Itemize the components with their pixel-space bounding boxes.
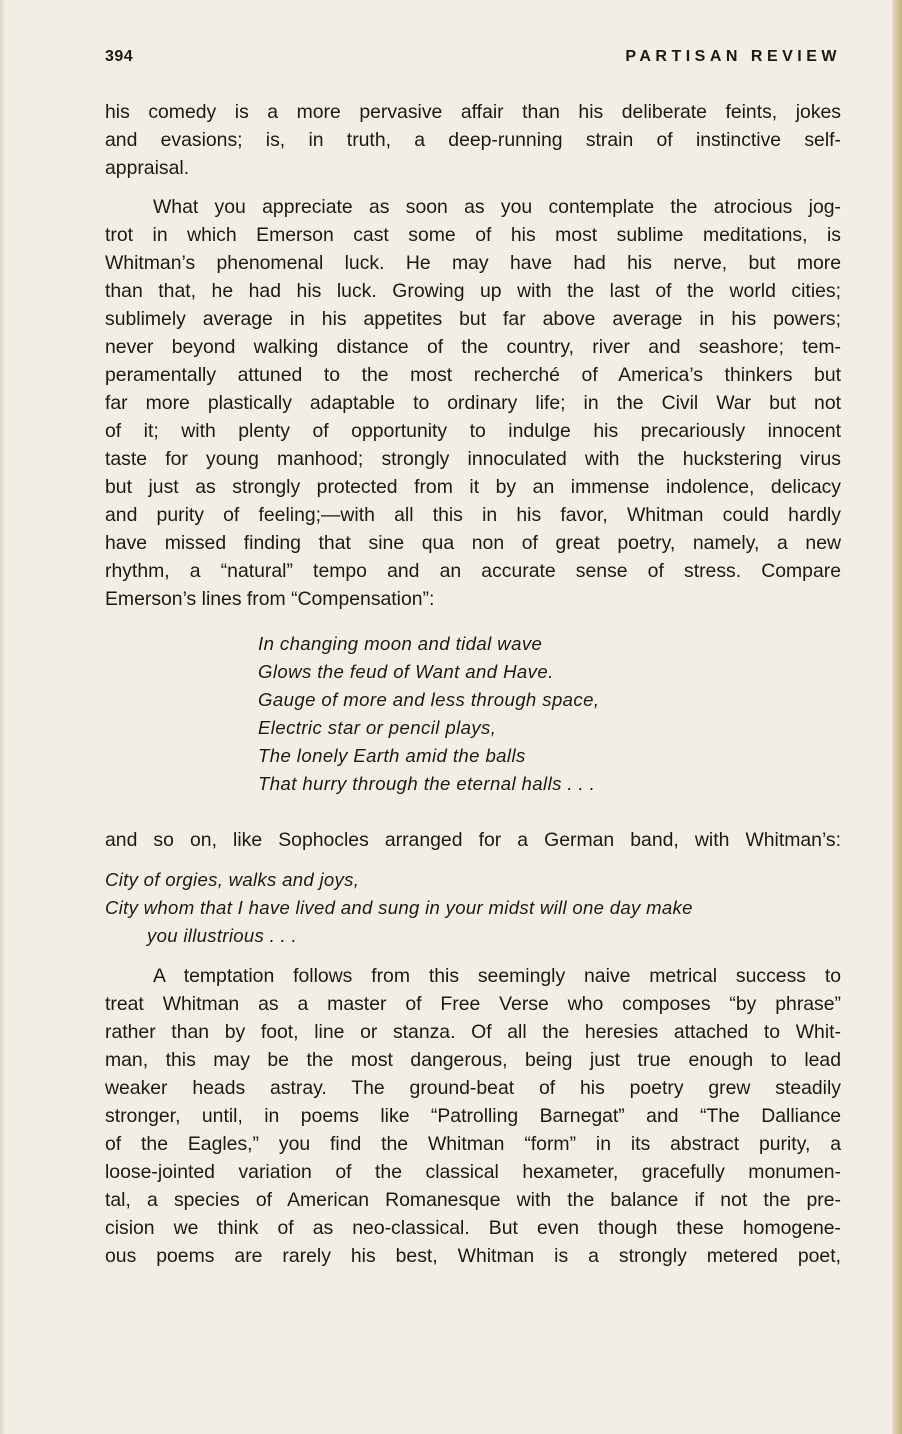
text-line: of it; with plenty of opportunity to indulge his precariously innocent [105, 420, 841, 442]
text-line: peramentally attuned to the most recherché of America’s thinkers but [105, 364, 841, 386]
text-line: appraisal. [105, 157, 190, 179]
text-line: and so on, like Sophocles arranged for a German band, with Whitman’s: [105, 829, 841, 851]
text-line: of the Eagles,” you find the Whitman “form” in its abstract purity, a [105, 1133, 841, 1155]
text-line: his comedy is a more pervasive affair than his deliberate feints, jokes [105, 101, 841, 123]
text-line: weaker heads astray. The ground-beat of his poetry grew steadily [105, 1077, 841, 1099]
page-number: 394 [105, 48, 134, 65]
page-right-edge [892, 0, 902, 1434]
text-line: than that, he had his luck. Growing up with the last of the world cities; [105, 280, 841, 302]
text-line: rather than by foot, line or stanza. Of all the heresies attached to Whit- [105, 1021, 841, 1043]
text-line: and purity of feeling;—with all this in his favor, Whitman could hardly [105, 504, 841, 526]
poem-line: That hurry through the eternal halls . . . [258, 773, 596, 794]
poem-line: you illustrious . . . [147, 925, 297, 946]
text-line: What you appreciate as soon as you contemplate the atrocious jog- [153, 196, 841, 218]
text-line: Emerson’s lines from “Compensation”: [105, 588, 435, 610]
text-line: have missed finding that sine qua non of great poetry, namely, a new [105, 532, 841, 554]
poem-line: In changing moon and tidal wave [258, 633, 543, 654]
page-left-edge [0, 0, 6, 1434]
text-line: never beyond walking distance of the country, river and seashore; tem- [105, 336, 841, 358]
poem-line: Gauge of more and less through space, [258, 689, 600, 710]
poem-line: Electric star or pencil plays, [258, 717, 497, 738]
text-line: man, this may be the most dangerous, being just true enough to lead [105, 1049, 841, 1071]
text-line: rhythm, a “natural” tempo and an accurate sense of stress. Compare [105, 560, 841, 582]
poem-line: City of orgies, walks and joys, [105, 869, 360, 890]
text-line: ous poems are rarely his best, Whitman is a strongly metered poet, [105, 1245, 841, 1267]
text-line: but just as strongly protected from it by an immense indolence, delicacy [105, 476, 841, 498]
text-line: tal, a species of American Romanesque with the balance if not the pre- [105, 1189, 841, 1211]
emerson-poem-quote [258, 630, 818, 798]
text-line: far more plastically adaptable to ordinary life; in the Civil War but not [105, 392, 841, 414]
text-line: stronger, until, in poems like “Patrolling Barnegat” and “The Dalliance [105, 1105, 841, 1127]
running-header [105, 48, 841, 72]
text-line: A temptation follows from this seemingly naive metrical success to [153, 965, 841, 987]
poem-line: City whom that I have lived and sung in your midst will one day make [105, 897, 693, 918]
paragraph-1 [105, 98, 841, 182]
journal-title: PARTISAN REVIEW [625, 48, 841, 65]
text-line: trot in which Emerson cast some of his most sublime meditations, is [105, 224, 841, 246]
paragraph-3 [105, 962, 841, 1270]
text-line: loose-jointed variation of the classical hexameter, gracefully monumen- [105, 1161, 841, 1183]
text-line: sublimely average in his appetites but far above average in his powers; [105, 308, 841, 330]
text-line: Whitman’s phenomenal luck. He may have had his nerve, but more [105, 252, 841, 274]
text-line: taste for young manhood; strongly innoculated with the huckstering virus [105, 448, 841, 470]
transition-paragraph [105, 826, 841, 854]
text-line: treat Whitman as a master of Free Verse who composes “by phrase” [105, 993, 841, 1015]
paragraph-2 [105, 193, 841, 613]
text-line: and evasions; is, in truth, a deep-running strain of instinctive self- [105, 129, 841, 151]
whitman-verse-quote [105, 866, 841, 950]
poem-line: The lonely Earth amid the balls [258, 745, 526, 766]
poem-line: Glows the feud of Want and Have. [258, 661, 554, 682]
text-line: cision we think of as neo-classical. But even though these homogene- [105, 1217, 841, 1239]
